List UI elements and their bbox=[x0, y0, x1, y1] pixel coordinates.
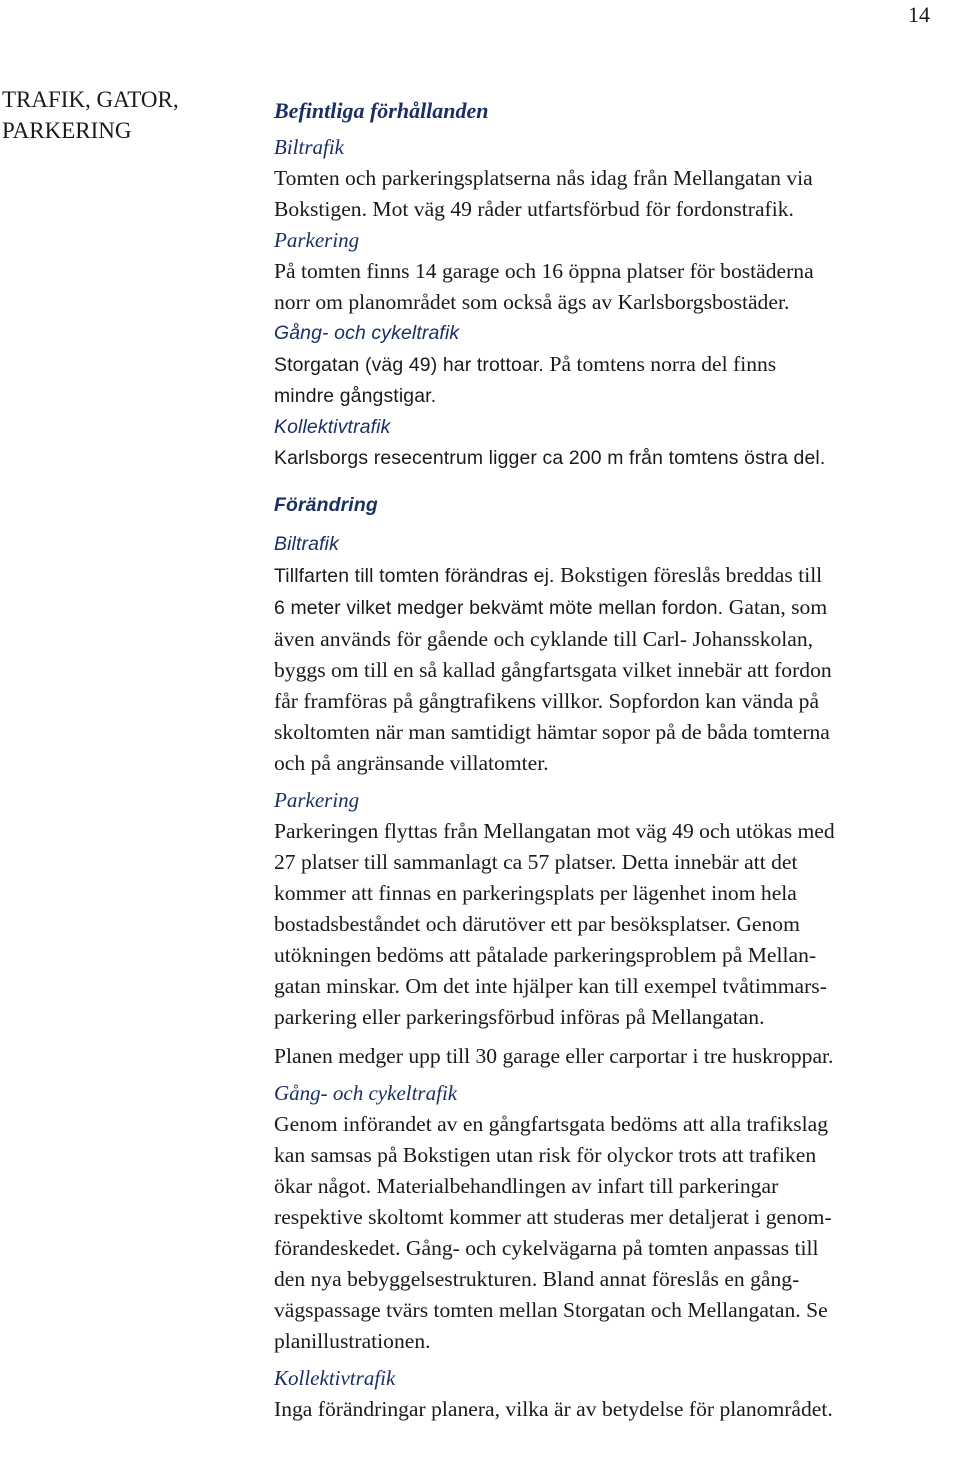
text-segment: Bokstigen föreslås breddas till bbox=[560, 563, 823, 587]
paragraph-garages bbox=[274, 1041, 960, 1072]
text-segment: Gatan, som bbox=[728, 595, 828, 619]
text-line: norr om planområdet som också ägs av Karlsborgsbostäder. bbox=[274, 290, 790, 314]
text-segment: På tomtens norra del finns bbox=[549, 352, 777, 376]
side-heading-line: TRAFIK, GATOR, bbox=[2, 87, 179, 112]
subheading-public-transport: Kollektivtrafik bbox=[274, 416, 391, 438]
text-line: Tomten och parkeringsplatserna nås idag från Mellangatan via bbox=[274, 166, 813, 190]
text-line: Inga förändringar planera, vilka är av betydelse för planområdet. bbox=[274, 1397, 833, 1421]
text-line bbox=[274, 592, 960, 624]
section-title-existing: Befintliga förhållanden bbox=[274, 98, 489, 123]
paragraph-parking bbox=[274, 256, 960, 318]
side-heading bbox=[2, 84, 232, 146]
paragraph-car-traffic-change bbox=[274, 560, 960, 779]
text-line: Bokstigen. Mot väg 49 råder utfartsförbud för fordonstrafik. bbox=[274, 197, 794, 221]
text-segment: 6 meter vilket medger bekvämt möte mellan fordon. bbox=[274, 597, 729, 619]
subheading-car-traffic: Biltrafik bbox=[274, 135, 344, 159]
text-line bbox=[274, 560, 960, 592]
text-line: även används för gående och cyklande till Carl- Johansskolan, bbox=[274, 627, 814, 651]
text-line: respektive skoltomt kommer att studeras mer detaljerat i genom- bbox=[274, 1205, 832, 1229]
text-segment: Storgatan (väg 49) har trottoar. bbox=[274, 354, 550, 376]
text-line: bostadsbeståndet och därutöver ett par besöksplatser. Genom bbox=[274, 912, 800, 936]
text-line: den nya bebyggelsestrukturen. Bland annat föreslås en gång- bbox=[274, 1267, 800, 1291]
text-line: får framföras på gångtrafikens villkor. Sopfordon kan vända på bbox=[274, 689, 820, 713]
text-line: Parkeringen flyttas från Mellangatan mot väg 49 och utökas med bbox=[274, 819, 835, 843]
text-line: mindre gångstigar. bbox=[274, 385, 437, 407]
subheading-car-traffic: Biltrafik bbox=[274, 533, 339, 555]
paragraph-public-transport-change bbox=[274, 1394, 960, 1425]
text-line: vägspassage tvärs tomten mellan Storgatan och Mellangatan. Se bbox=[274, 1298, 828, 1322]
subheading-parking: Parkering bbox=[274, 788, 360, 812]
text-line: Karlsborgs resecentrum ligger ca 200 m från tomtens östra del. bbox=[274, 447, 826, 469]
text-line: Genom införandet av en gångfartsgata bedöms att alla trafikslag bbox=[274, 1112, 829, 1136]
text-line: ökar något. Materialbehandlingen av infart till parkeringar bbox=[274, 1174, 779, 1198]
paragraph-walking-cycling-change bbox=[274, 1109, 960, 1357]
text-line: kommer att finnas en parkeringsplats per lägenhet inom hela bbox=[274, 881, 797, 905]
section-title-change: Förändring bbox=[274, 494, 378, 516]
text-line: På tomten finns 14 garage och 16 öppna platser för bostäderna bbox=[274, 259, 814, 283]
text-line: förandeskedet. Gång- och cykelvägarna på tomten anpassas till bbox=[274, 1236, 819, 1260]
text-line: utökningen bedöms att påtalade parkeringsproblem på Mellan- bbox=[274, 943, 817, 967]
text-line bbox=[274, 349, 960, 381]
text-line: Planen medger upp till 30 garage eller carportar i tre huskroppar. bbox=[274, 1044, 834, 1068]
paragraph-public-transport bbox=[274, 443, 960, 474]
text-line: och på angränsande villatomter. bbox=[274, 751, 549, 775]
page-number: 14 bbox=[908, 2, 930, 27]
text-line: 27 platser till sammanlagt ca 57 platser. Detta innebär att det bbox=[274, 850, 798, 874]
side-heading-line: PARKERING bbox=[2, 118, 132, 143]
text-line: skoltomten när man samtidigt hämtar sopor på de båda tomterna bbox=[274, 720, 830, 744]
main-content bbox=[274, 95, 960, 1425]
subheading-parking: Parkering bbox=[274, 228, 360, 252]
paragraph-parking-change bbox=[274, 816, 960, 1033]
text-line: parkering eller parkeringsförbud införas på Mellangatan. bbox=[274, 1005, 765, 1029]
text-segment: Tillfarten till tomten förändras ej. bbox=[274, 565, 561, 587]
text-line: gatan minskar. Om det inte hjälper kan till exempel tvåtimmars- bbox=[274, 974, 827, 998]
paragraph-walking-cycling bbox=[274, 349, 960, 412]
text-line: byggs om till en så kallad gångfartsgata vilket innebär att fordon bbox=[274, 658, 832, 682]
subheading-public-transport: Kollektivtrafik bbox=[274, 1366, 396, 1390]
subheading-walking-cycling: Gång- och cykeltrafik bbox=[274, 1081, 458, 1105]
subheading-walking-cycling: Gång- och cykeltrafik bbox=[274, 322, 460, 344]
paragraph-car-traffic bbox=[274, 163, 960, 225]
text-line: planillustrationen. bbox=[274, 1329, 431, 1353]
text-line: kan samsas på Bokstigen utan risk för olyckor trots att trafiken bbox=[274, 1143, 817, 1167]
